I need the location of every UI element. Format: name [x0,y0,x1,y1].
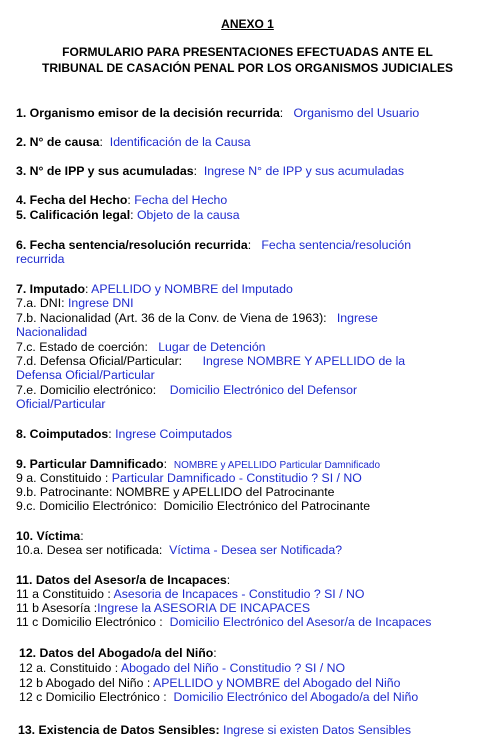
field-dni [16,296,134,311]
field-calificacion: 5. Calificación legal: Objeto de la causa [16,208,240,222]
field-value-imputado[interactable]: APELLIDO y NOMBRE del Imputado [91,282,293,296]
field-value-domicilio-patrocinante[interactable]: Domicilio Electrónico del Patrocinante [163,499,371,513]
field-label: 6. Fecha sentencia/resolución recurrida [16,238,248,252]
field-value-dni[interactable]: Ingrese DNI [67,296,134,310]
field-label: 10. Víctima [16,529,81,543]
field-label: 11 c Domicilio Electrónico : [16,615,163,629]
field-imputado: 7. Imputado: APELLIDO y NOMBRE del Imputado [16,282,293,296]
field-value-constituido-pd[interactable]: Particular Damnificado - Constitudio ? SI / NO [111,471,362,485]
field-label: 12 b Abogado del Niño : [19,676,151,690]
field-value-datos-sensibles[interactable]: Ingrese si existen Datos Sensibles [223,723,412,737]
field-value-domicilio-asesor[interactable]: Domicilio Electrónico del Asesor/a de Incapaces [169,615,432,629]
field-label: 13. Existencia de Datos Sensibles: [18,723,220,737]
field-label: 9 a. Constituido : [16,471,109,485]
field-label: 1. Organismo emisor de la decisión recurrida [16,106,280,120]
field-value-nacionalidad-cont[interactable]: Nacionalidad [16,325,88,339]
field-constituido-pd [16,471,362,486]
field-value-asesoria-constituido[interactable]: Asesoria de Incapaces - Constitudio ? SI / NO [113,587,365,601]
field-victima-notificada [16,543,342,558]
field-label: 5. Calificación legal [16,208,131,222]
field-value-ipp[interactable]: Ingrese N° de IPP y sus acumuladas [203,164,405,178]
field-patrocinante [16,485,335,500]
field-value-organismo[interactable]: Organismo del Usuario [293,106,420,120]
field-label: 7. Imputado [16,282,86,296]
field-label: 3. N° de IPP y sus acumuladas [16,164,194,178]
field-fecha-hecho: 4. Fecha del Hecho: Fecha del Hecho [16,193,228,207]
field-value-domicilio-defensor-cont[interactable]: Oficial/Particular [16,397,106,411]
field-label: 11 a Constituido : [16,587,111,601]
field-label: 2. N° de causa [16,135,100,149]
field-value-causa[interactable]: Identificación de la Causa [109,135,251,149]
field-organismo: 1. Organismo emisor de la decisión recurrida: Organismo del Usuario [16,106,420,120]
field-value-fecha-sentencia-cont[interactable]: recurrida [16,252,65,266]
field-value-fecha-hecho[interactable]: Fecha del Hecho [134,193,228,207]
field-label: 12 a. Constituido : [19,661,119,675]
field-datos-sensibles [18,723,411,738]
annex-title: ANEXO 1 [221,17,274,31]
field-label: 9.b. Patrocinante: [16,485,113,499]
field-particular-damnificado: 9. Particular Damnificado: NOMBRE y APELLIDO Particular Damnificado [16,457,381,471]
field-label: 11. Datos del Asesor/a de Incapaces [16,573,227,587]
field-coimputados: 8. Coimputados: Ingrese Coimputados [16,427,232,441]
field-label: 7.b. Nacionalidad (Art. 36 de la Conv. de Viena de 1963): [16,311,327,325]
field-value-defensa-cont[interactable]: Defensa Oficial/Particular [16,368,155,382]
field-nacionalidad [16,311,378,326]
field-asesor-incapaces: 11. Datos del Asesor/a de Incapaces: [16,573,231,587]
field-label: 8. Coimputados [16,427,109,441]
field-causa: 2. N° de causa: Identificación de la Causa [16,135,251,149]
field-value-asesoria[interactable]: Ingrese la ASESORIA DE INCAPACES [97,601,311,615]
field-value-defensa[interactable]: Ingrese NOMBRE Y APELLIDO de la [202,354,406,368]
field-value-nacionalidad[interactable]: Ingrese [336,311,378,325]
field-value-fecha-sentencia[interactable]: Fecha sentencia/resolución [261,238,412,252]
field-defensa [16,354,405,369]
field-value-victima-notificada[interactable]: Víctima - Desea ser Notificada? [169,543,343,557]
field-value-domicilio-defensor[interactable]: Domicilio Electrónico del Defensor [169,383,358,397]
field-label: 11 b Asesoría : [16,601,98,615]
field-label: 7.d. Defensa Oficial/Particular: [16,354,183,368]
field-value-coercion[interactable]: Lugar de Detención [158,340,266,354]
field-coercion [16,340,266,355]
field-domicilio-abogado [19,690,418,705]
field-abogado-nino: 12. Datos del Abogado/a del Niño: [19,646,217,660]
field-label: 10.a. Desea ser notificada: [16,543,163,557]
field-value-abogado-constituido[interactable]: Abogado del Niño - Constitudio ? SI / NO [120,661,346,675]
field-label: 7.a. DNI: [16,296,65,310]
form-subtitle-line1: FORMULARIO PARA PRESENTACIONES EFECTUADAS ANTE EL [62,45,433,59]
field-label: 12. Datos del Abogado/a del Niño [19,646,214,660]
form-subtitle-line2: TRIBUNAL DE CASACIÓN PENAL POR LOS ORGANISMOS JUDICIALES [42,61,453,75]
field-label: 4. Fecha del Hecho [16,193,128,207]
field-label: 12 c Domicilio Electrónico : [19,690,167,704]
field-label: 9. Particular Damnificado [16,457,164,471]
field-domicilio-patrocinante [16,499,370,514]
field-abogado-nombre [19,676,400,691]
field-value-domicilio-abogado[interactable]: Domicilio Electrónico del Abogado/a del Niño [173,690,419,704]
field-abogado-constituido [19,661,345,676]
field-asesoria-constituido [16,587,364,602]
field-asesoria [16,601,310,616]
field-ipp: 3. N° de IPP y sus acumuladas: Ingrese N° de IPP y sus acumuladas [16,164,405,178]
field-fecha-sentencia: 6. Fecha sentencia/resolución recurrida: Fecha sentencia/resolución [16,238,412,252]
field-domicilio-asesor [16,615,431,630]
field-domicilio-defensor [16,383,357,398]
field-value-coimputados[interactable]: Ingrese Coimputados [115,427,232,441]
field-label: 7.c. Estado de coerción: [16,340,148,354]
field-label: 7.e. Domicilio electrónico: [16,383,157,397]
field-label: 9.c. Domicilio Electrónico: [16,499,157,513]
field-value-particular-damnificado[interactable]: NOMBRE y APELLIDO Particular Damnificado [173,460,381,471]
field-value-patrocinante[interactable]: NOMBRE y APELLIDO del Patrocinante [115,485,335,499]
field-value-calificacion[interactable]: Objeto de la causa [136,208,240,222]
field-value-abogado-nombre[interactable]: APELLIDO y NOMBRE del Abogado del Niño [153,676,401,690]
field-victima: 10. Víctima: [16,529,84,543]
